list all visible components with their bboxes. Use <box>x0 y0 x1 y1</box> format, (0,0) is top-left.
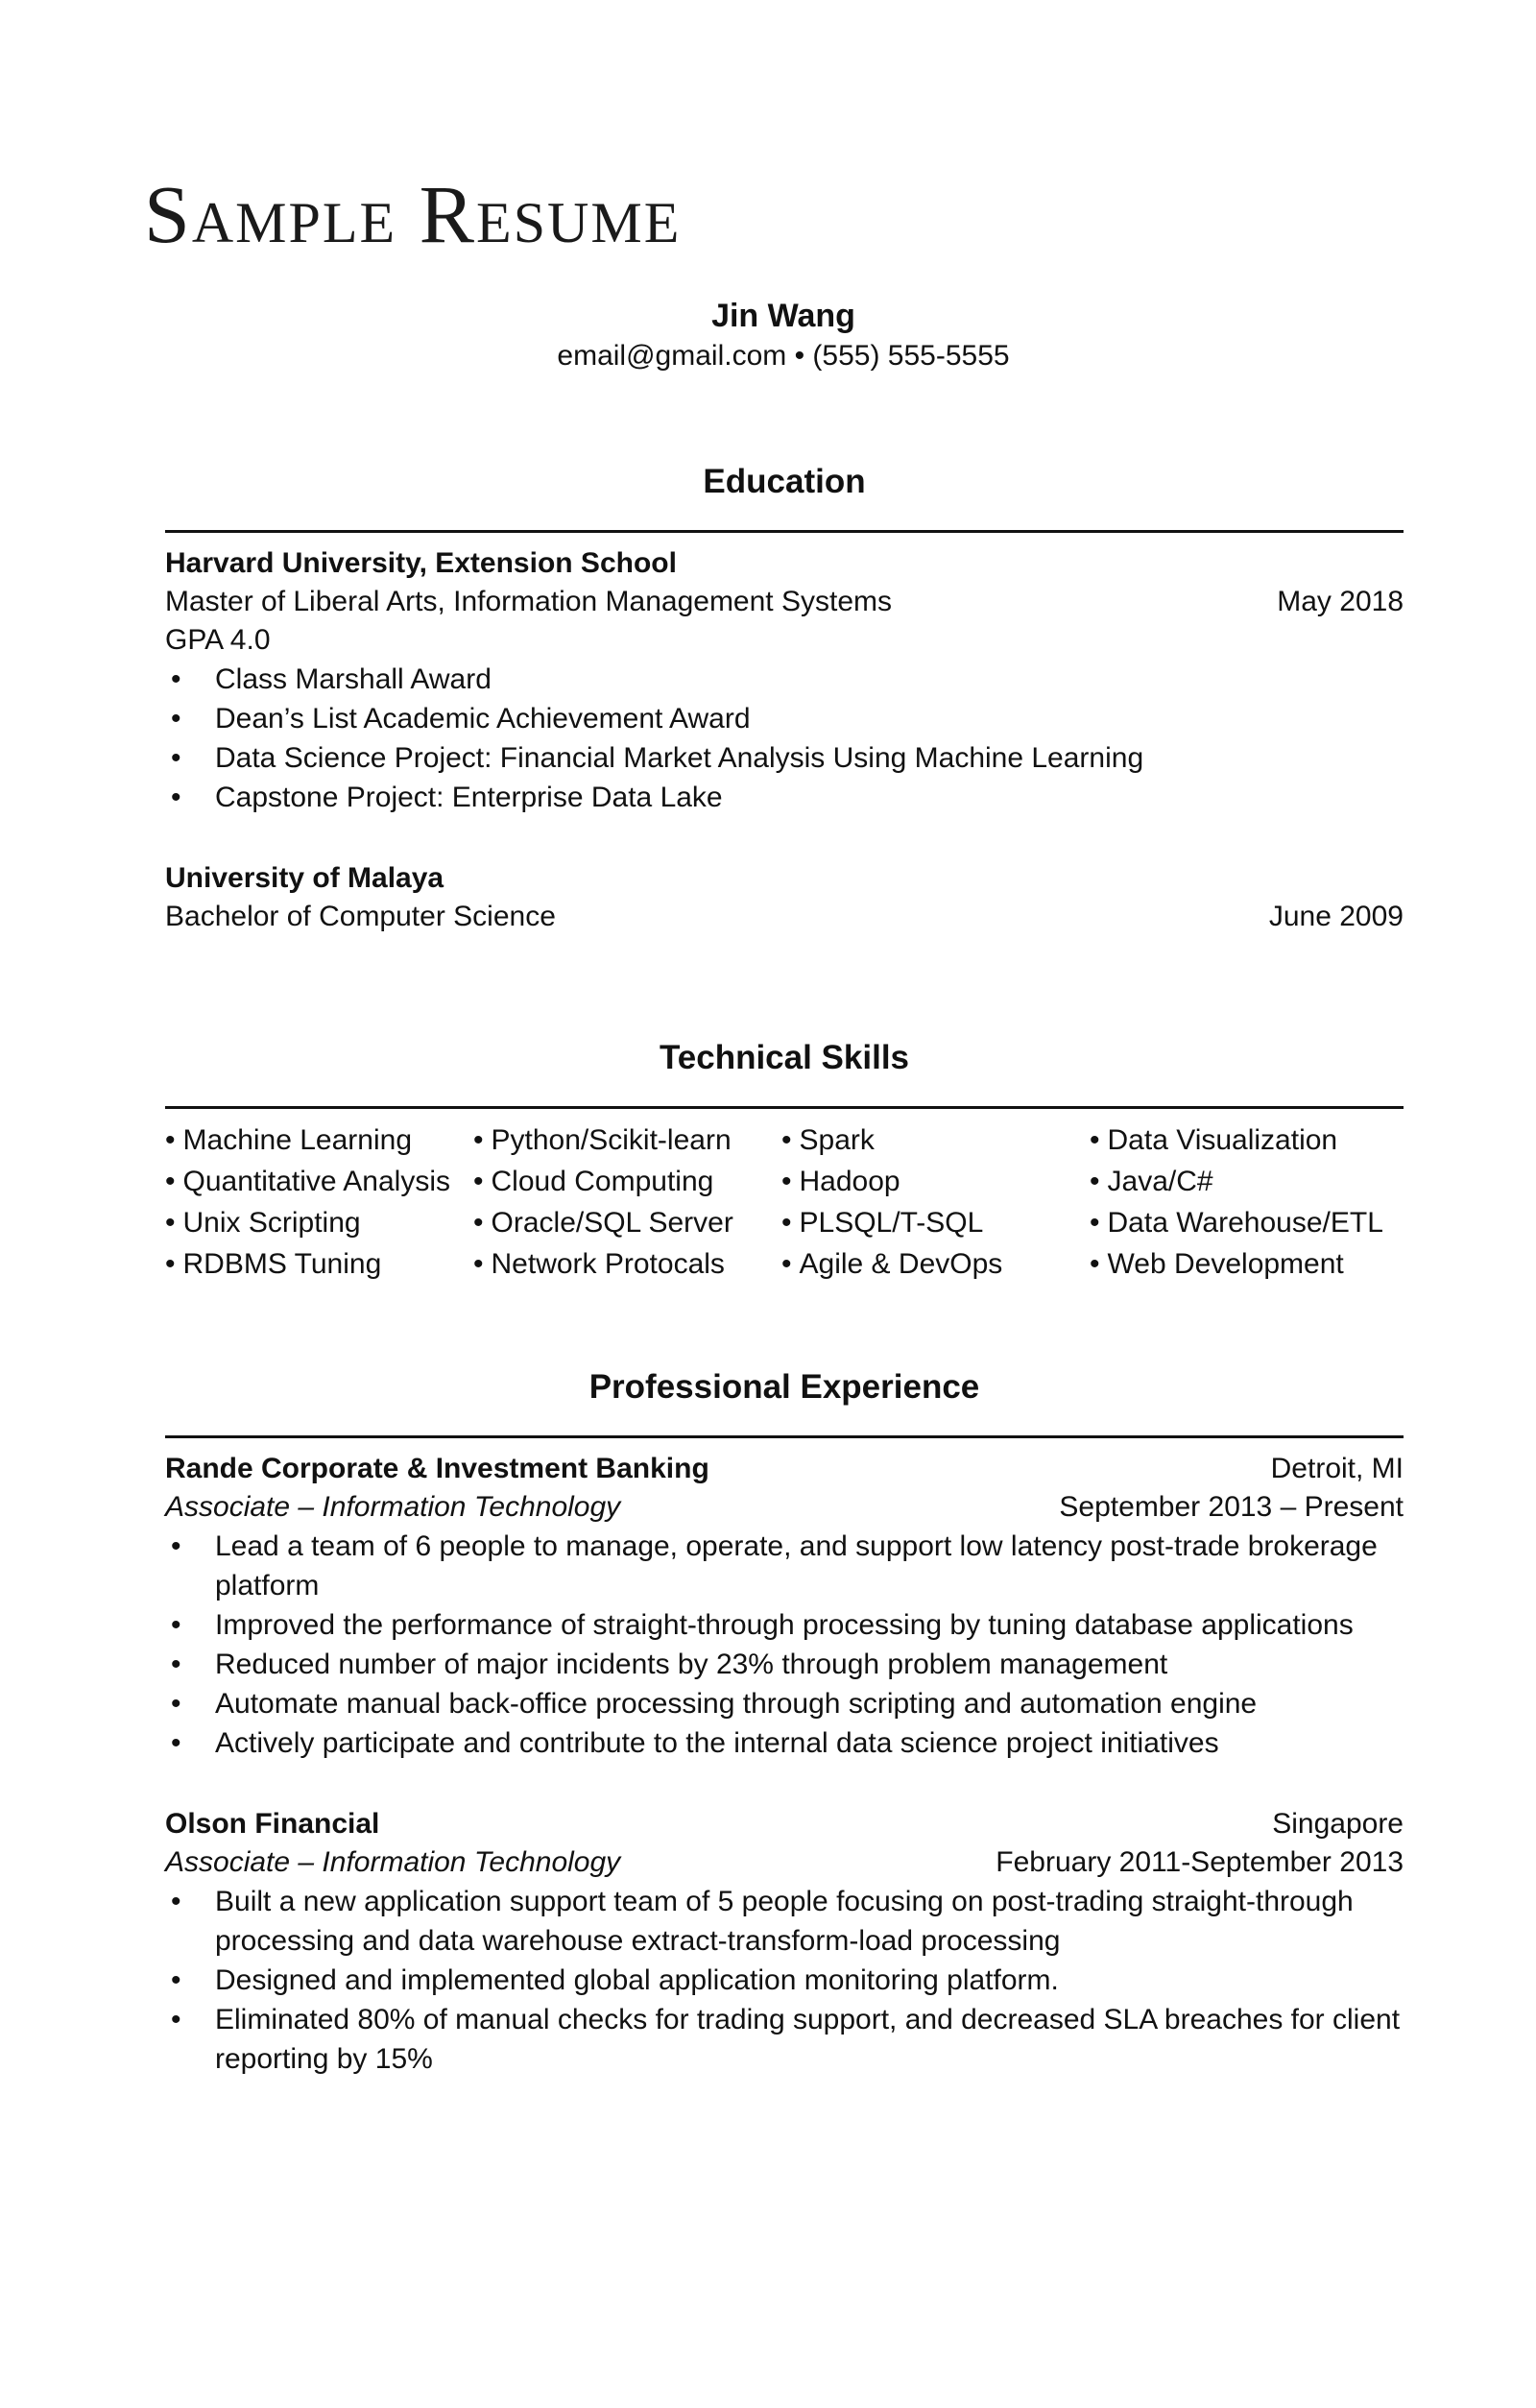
skill-item: • Quantitative Analysis <box>165 1162 473 1201</box>
degree-date: May 2018 <box>1277 586 1404 617</box>
gpa: GPA 4.0 <box>165 624 271 656</box>
company-row <box>165 1805 1404 1843</box>
skills-grid <box>165 1120 1404 1284</box>
list-item: • Reduced number of major incidents by 23% through problem management <box>165 1645 1404 1684</box>
education-highlights <box>165 660 1404 817</box>
job-dates: February 2011-September 2013 <box>996 1846 1404 1878</box>
degree-row <box>165 898 1404 936</box>
job-title: Associate – Information Technology <box>165 1491 621 1523</box>
skill-item: • Python/Scikit-learn <box>473 1120 781 1160</box>
section-divider <box>165 1106 1404 1109</box>
job-title-row <box>165 1843 1404 1882</box>
section-heading-skills: Technical Skills <box>659 1039 910 1076</box>
degree-name: Bachelor of Computer Science <box>165 901 556 932</box>
education-entry <box>165 859 1404 936</box>
section-divider <box>165 1435 1404 1438</box>
skill-item: • Agile & DevOps <box>781 1244 1090 1284</box>
company-name: Olson Financial <box>165 1808 380 1840</box>
list-item: • Class Marshall Award <box>165 660 1404 699</box>
resume-header <box>0 295 1536 375</box>
skill-item: • Oracle/SQL Server <box>473 1203 781 1242</box>
degree-name: Master of Liberal Arts, Information Management Systems <box>165 586 892 617</box>
education-section <box>165 461 1404 978</box>
skill-item: • PLSQL/T-SQL <box>781 1203 1090 1242</box>
skill-item: • Unix Scripting <box>165 1203 473 1242</box>
institution-name: Harvard University, Extension School <box>165 547 677 579</box>
document-title: Sample Resume <box>144 168 682 260</box>
skill-item: • RDBMS Tuning <box>165 1244 473 1284</box>
job-entry <box>165 1805 1404 2079</box>
skill-item: • Data Warehouse/ETL <box>1090 1203 1404 1242</box>
skill-item: • Spark <box>781 1120 1090 1160</box>
job-responsibilities <box>165 1527 1404 1763</box>
job-title: Associate – Information Technology <box>165 1846 621 1878</box>
institution-row <box>165 859 1404 898</box>
list-item: • Actively participate and contribute to the internal data science project initiatives <box>165 1723 1404 1763</box>
list-item: • Automate manual back-office processing through scripting and automation engine <box>165 1684 1404 1723</box>
skill-item: • Cloud Computing <box>473 1162 781 1201</box>
list-item: • Improved the performance of straight-through processing by tuning database applications <box>165 1605 1404 1645</box>
skill-item: • Machine Learning <box>165 1120 473 1160</box>
job-title-row <box>165 1488 1404 1527</box>
skill-item: • Java/C# <box>1090 1162 1404 1201</box>
candidate-name: Jin Wang <box>711 298 855 334</box>
company-row <box>165 1450 1404 1488</box>
list-item: • Built a new application support team of 5 people focusing on post-trading straight-through processing and data warehouse extract-transform-load processing <box>165 1882 1404 1961</box>
job-location: Detroit, MI <box>1270 1453 1404 1484</box>
degree-row <box>165 583 1404 621</box>
list-item: • Lead a team of 6 people to manage, operate, and support low latency post-trade brokerage platform <box>165 1527 1404 1605</box>
list-item: • Designed and implemented global application monitoring platform. <box>165 1961 1404 2000</box>
section-heading-experience: Professional Experience <box>588 1368 980 1406</box>
contact-line: email@gmail.com • (555) 555-5555 <box>557 340 1010 372</box>
education-entry <box>165 544 1404 817</box>
skill-item: • Data Visualization <box>1090 1120 1404 1160</box>
job-responsibilities <box>165 1882 1404 2079</box>
skills-section <box>165 1037 1404 1284</box>
company-name: Rande Corporate & Investment Banking <box>165 1453 709 1484</box>
job-entry <box>165 1450 1404 1763</box>
experience-section <box>165 1366 1404 2121</box>
list-item: • Data Science Project: Financial Market Analysis Using Machine Learning <box>165 738 1404 778</box>
skill-item: • Network Protocals <box>473 1244 781 1284</box>
section-divider <box>165 530 1404 533</box>
skill-item: • Hadoop <box>781 1162 1090 1201</box>
list-item: • Capstone Project: Enterprise Data Lake <box>165 778 1404 817</box>
institution-name: University of Malaya <box>165 862 444 894</box>
list-item: • Eliminated 80% of manual checks for trading support, and decreased SLA breaches for client reporting by 15% <box>165 2000 1404 2079</box>
skill-item: • Web Development <box>1090 1244 1404 1284</box>
list-item: • Dean’s List Academic Achievement Award <box>165 699 1404 738</box>
institution-row <box>165 544 1404 583</box>
job-location: Singapore <box>1272 1808 1404 1840</box>
job-dates: September 2013 – Present <box>1059 1491 1404 1523</box>
degree-date: June 2009 <box>1268 901 1404 932</box>
section-heading-education: Education <box>703 463 866 500</box>
